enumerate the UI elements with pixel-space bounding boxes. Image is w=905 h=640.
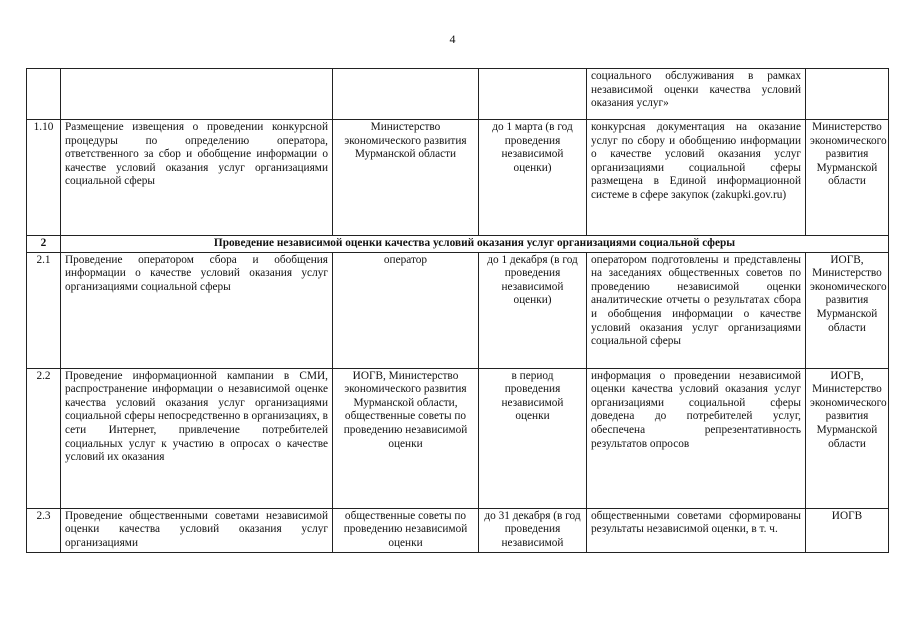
table-row (27, 368, 889, 508)
responsible-cell (333, 69, 479, 120)
table-row (27, 508, 889, 552)
row-number (27, 69, 61, 120)
table-row (27, 69, 889, 120)
row-number: 2.2 (27, 368, 61, 508)
activity-cell (61, 69, 333, 120)
result-cell: социального обслуживания в рамках независимой оценки качества условий оказания услуг» (587, 69, 806, 120)
row-number: 1.10 (27, 120, 61, 236)
deadline-cell: до 1 декабря (в год проведения независимой оценки) (479, 252, 587, 368)
control-cell: Министерство экономического развития Мурманской области (806, 120, 889, 236)
deadline-cell (479, 69, 587, 120)
page-number: 4 (449, 32, 456, 46)
responsible-cell: Министерство экономического развития Мурманской области (333, 120, 479, 236)
control-cell: ИОГВ, Министерство экономического развития Мурманской области (806, 252, 889, 368)
result-cell: конкурсная документация на оказание услуг по сбору и обобщению информации о качестве условий оказания услуг организациями социальной сферы размещена в Единой информационной системе в сфере закупок (zakupki.gov.ru) (587, 120, 806, 236)
row-number: 2.1 (27, 252, 61, 368)
deadline-cell: в период проведения независимой оценки (479, 368, 587, 508)
activity-cell: Размещение извещения о проведении конкурсной процедуры по определению оператора, ответственного за сбор и обобщение информации о качестве условий оказания услуг организациями социальной сферы (61, 120, 333, 236)
responsible-cell: общественные советы по проведению независимой оценки (333, 508, 479, 552)
result-cell: оператором подготовлены и представлены на заседаниях общественных советов по проведению независимой оценки аналитические отчеты о результатах сбора и обобщения информации о качестве условий оказания услуг организациями социальной сферы (587, 252, 806, 368)
activity-cell: Проведение информационной кампании в СМИ, распространение информации о независимой оценке качества условий оказания услуг организациями социальной сферы непосредственно в организациях, в сети Интернет, привлечение потребителей социальных услуг к участию в опросах о качестве условий их оказания (61, 368, 333, 508)
plan-table (26, 68, 889, 553)
responsible-cell: оператор (333, 252, 479, 368)
activity-cell: Проведение оператором сбора и обобщения информации о качестве условий оказания услуг организациями социальной сферы (61, 252, 333, 368)
section-title: Проведение независимой оценки качества условий оказания услуг организациями социальной сферы (61, 236, 889, 253)
table-row (27, 252, 889, 368)
result-cell: общественными советами сформированы результаты независимой оценки, в т. ч. (587, 508, 806, 552)
table-row (27, 120, 889, 236)
result-cell: информация о проведении независимой оценки качества условий оказания услуг организациями социальной сферы доведена до потребителей услуг, обеспечена репрезентативность результатов опросов (587, 368, 806, 508)
section-header-row (27, 236, 889, 253)
control-cell: ИОГВ, Министерство экономического развития Мурманской области (806, 368, 889, 508)
section-number: 2 (27, 236, 61, 253)
responsible-cell: ИОГВ, Министерство экономического развития Мурманской области, общественные советы по проведению независимой оценки (333, 368, 479, 508)
row-number: 2.3 (27, 508, 61, 552)
activity-cell: Проведение общественными советами независимой оценки качества условий оказания услуг организациями (61, 508, 333, 552)
control-cell: ИОГВ (806, 508, 889, 552)
deadline-cell: до 1 марта (в год проведения независимой оценки) (479, 120, 587, 236)
control-cell (806, 69, 889, 120)
deadline-cell: до 31 декабря (в год проведения независимой (479, 508, 587, 552)
